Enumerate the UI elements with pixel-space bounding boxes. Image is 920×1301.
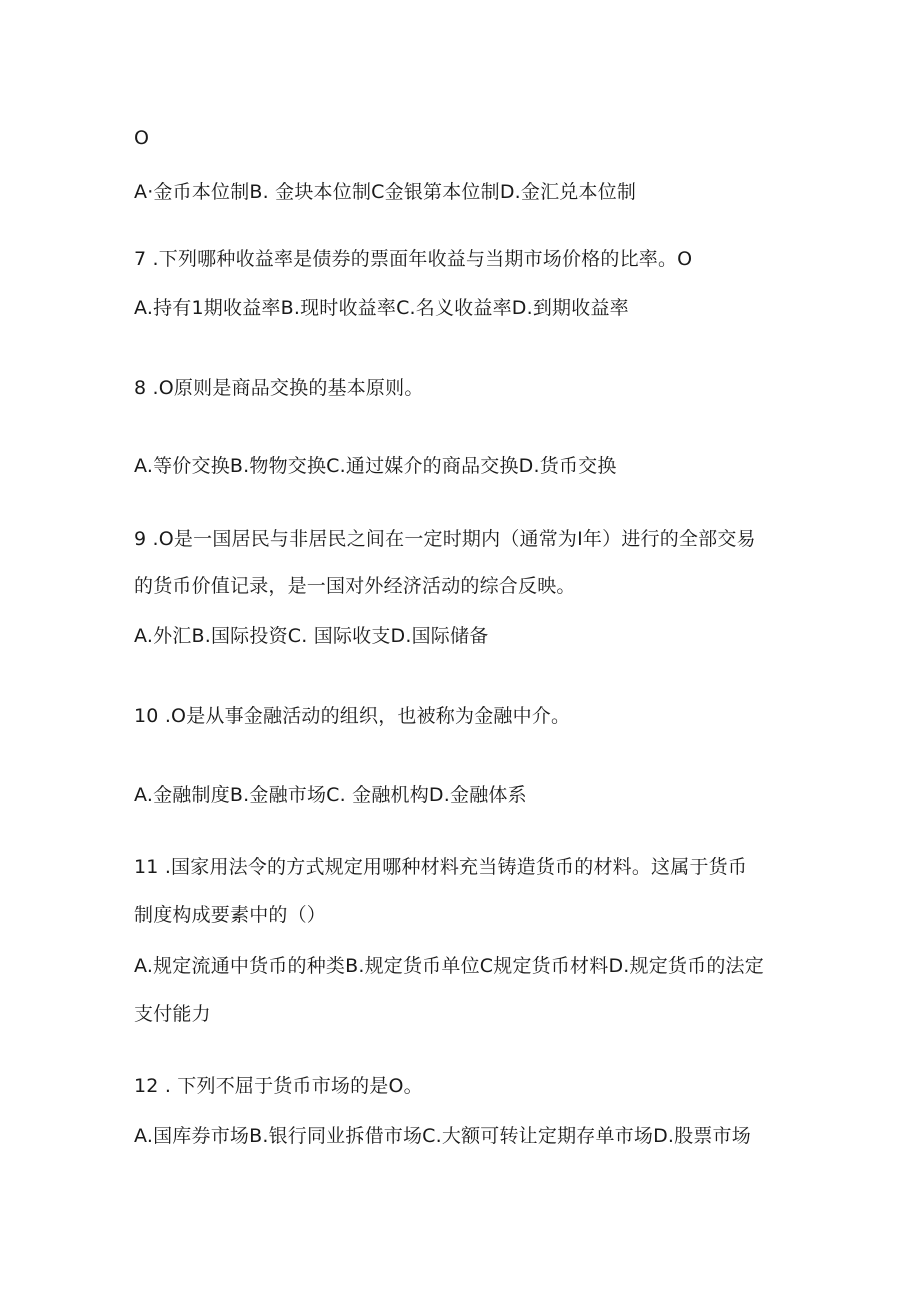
- question-11-cont: 制度构成要素中的（）: [134, 904, 327, 926]
- options-q10: A.金融制度B.金融市场C. 金融机构D.金融体系: [134, 784, 527, 806]
- options-q9: A.外汇B.国际投资C. 国际收支D.国际储备: [134, 625, 489, 647]
- options-q11-cont: 支付能力: [134, 1003, 211, 1025]
- question-9: 9 .O是一国居民与非居民之间在一定时期内（通常为I年）进行的全部交易: [134, 528, 756, 550]
- text-line-continuation: O: [134, 127, 150, 149]
- options-q8: A.等价交换B.物物交换C.通过媒介的商品交换D.货币交换: [134, 455, 617, 477]
- question-10: 10 .O是从事金融活动的组织，也被称为金融中介。: [134, 705, 571, 727]
- question-8: 8 .O原则是商品交换的基本原则。: [134, 377, 424, 399]
- question-7: 7 .下列哪种收益率是债券的票面年收益与当期市场价格的比率。O: [134, 248, 693, 270]
- options-q6: A·金币本位制B. 金块本位制C金银第本位制D.金汇兑本位制: [134, 181, 637, 203]
- question-11: 11 .国家用法令的方式规定用哪种材料充当铸造货币的材料。这属于货币: [134, 856, 748, 878]
- question-9-cont: 的货币价值记录，是一国对外经济活动的综合反映。: [134, 575, 576, 597]
- options-q7: A.持有1期收益率B.现时收益率C.名义收益率D.到期收益率: [134, 297, 629, 319]
- question-12: 12 . 下列不屈于货币市场的是O。: [134, 1075, 423, 1097]
- options-q12: A.国库券市场B.银行同业拆借市场C.大额可转让定期存单市场D.股票市场: [134, 1125, 751, 1147]
- options-q11: A.规定流通中货币的种类B.规定货币单位C规定货币材料D.规定货币的法定: [134, 955, 764, 977]
